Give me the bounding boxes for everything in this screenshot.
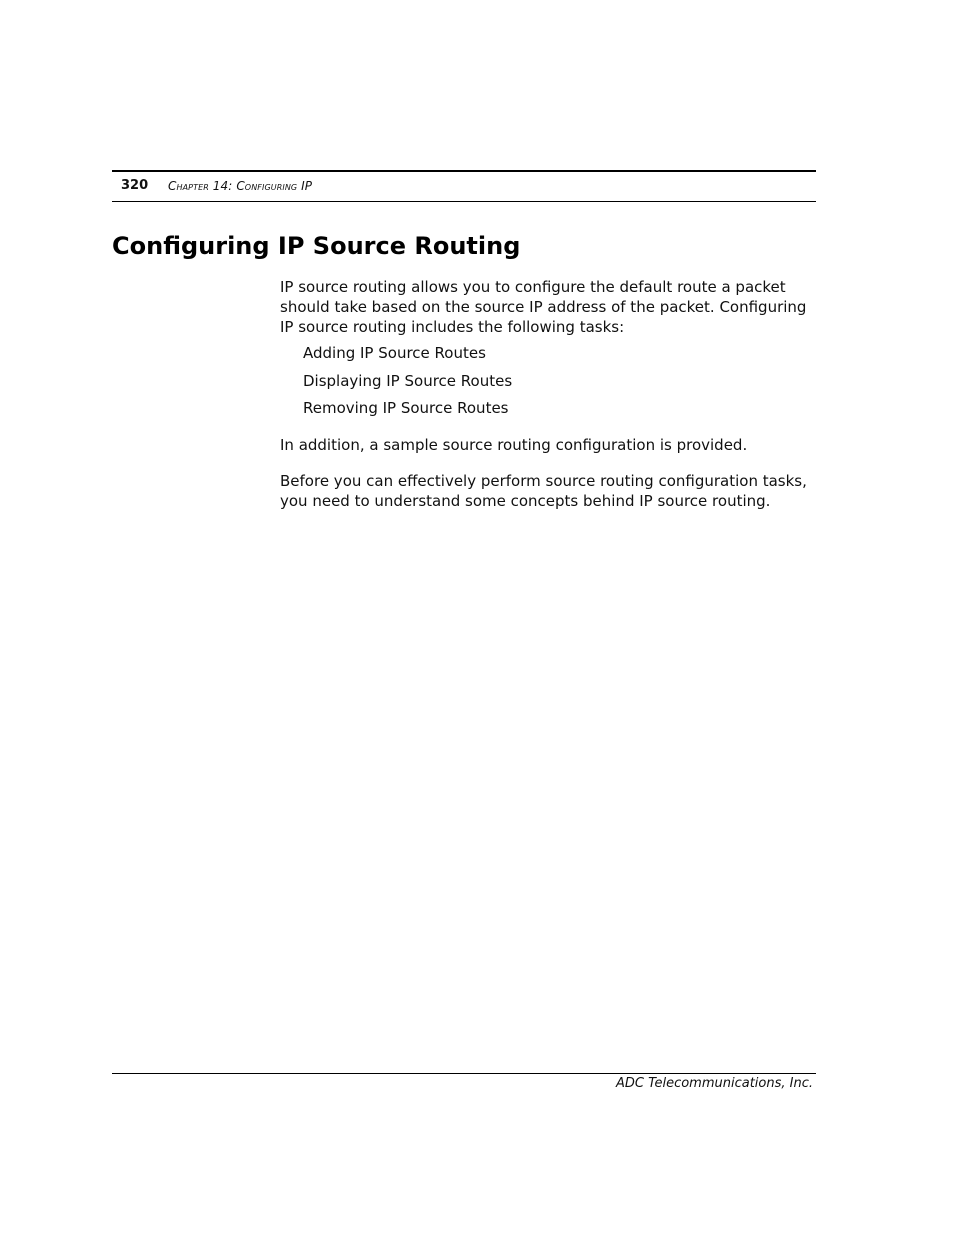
header-rule-bottom <box>112 201 816 202</box>
intro-paragraph: IP source routing allows you to configure the default route a packet should take based on the source IP address of the packet. Configuring IP source routing includes the following tasks: <box>280 278 807 336</box>
body-column <box>280 277 816 511</box>
footer-rule <box>112 1073 816 1074</box>
list-item: Adding IP Source Routes <box>303 344 486 362</box>
footer-company: ADC Telecommunications, Inc. <box>616 1076 813 1091</box>
page-number: 320 <box>121 178 149 193</box>
task-list <box>280 343 816 418</box>
concepts-paragraph: Before you can effectively perform source routing configuration tasks, you need to understand some concepts behind IP source routing. <box>280 472 807 510</box>
header-rule-top <box>112 170 816 172</box>
section-title: Configuring IP Source Routing <box>112 232 521 260</box>
running-head: Chapter 14: Configuring IP <box>168 179 313 193</box>
list-item: Displaying IP Source Routes <box>303 371 513 390</box>
list-item: Removing IP Source Routes <box>303 399 509 417</box>
addition-paragraph: In addition, a sample source routing configuration is provided. <box>280 436 748 454</box>
